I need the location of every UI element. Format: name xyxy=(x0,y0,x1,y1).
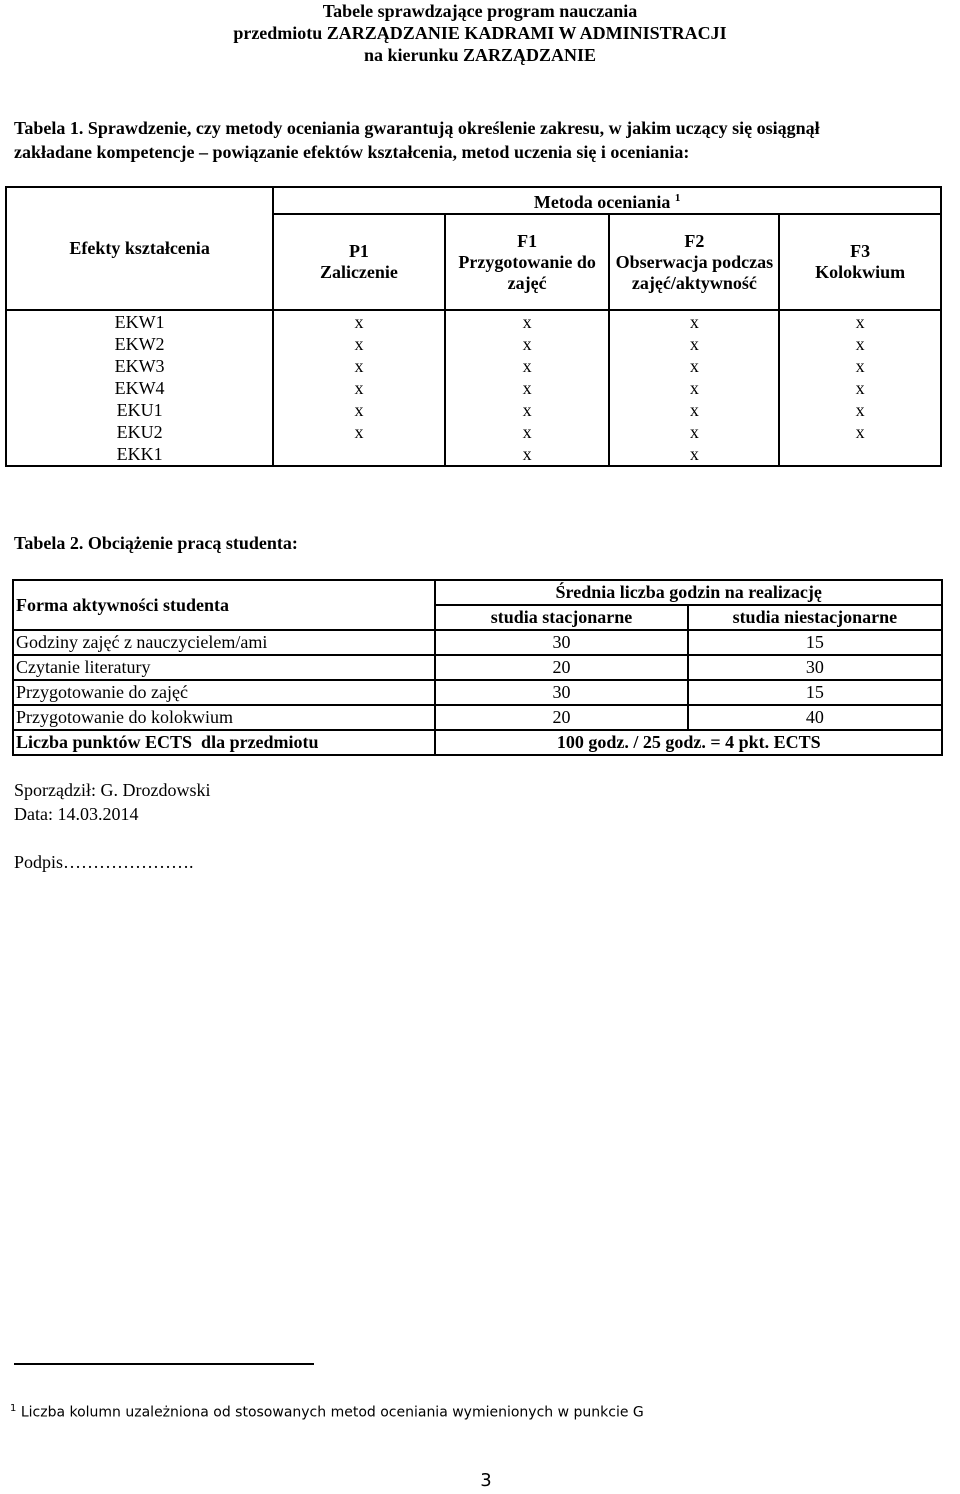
ects-total-label: Liczba punktów ECTS dla przedmiotu xyxy=(13,730,435,755)
full-time-hours: 30 xyxy=(435,680,687,705)
effect-code: EKW2 xyxy=(6,333,273,355)
page-number: 3 xyxy=(480,1470,492,1491)
footnote-mark: 1 xyxy=(674,192,681,204)
part-time-hours: 15 xyxy=(688,630,942,655)
method-group-label: Metoda oceniania xyxy=(533,192,671,212)
col-header-effects: Efekty kształcenia xyxy=(6,187,273,310)
method-mark: x xyxy=(445,333,610,355)
part-time-hours: 15 xyxy=(688,680,942,705)
method-mark: x xyxy=(273,421,445,443)
method-mark: x xyxy=(779,355,941,377)
method-mark: x xyxy=(609,333,779,355)
footnote-text: Liczba kolumn uzależniona od stosowanych metod oceniania wymienionych w punkcie G xyxy=(20,1404,644,1421)
assessment-methods-table xyxy=(5,186,942,467)
method-mark xyxy=(779,443,941,466)
method-mark: x xyxy=(609,355,779,377)
table2-caption: Tabela 2. Obciążenie pracą studenta: xyxy=(14,533,298,553)
method-mark: x xyxy=(609,310,779,333)
effect-code: EKW4 xyxy=(6,377,273,399)
activity-name: Przygotowanie do kolokwium xyxy=(13,705,435,730)
activity-name: Czytanie literatury xyxy=(13,655,435,680)
method-mark: x xyxy=(273,310,445,333)
method-mark: x xyxy=(273,333,445,355)
method-mark: x xyxy=(609,421,779,443)
table-row xyxy=(6,399,941,421)
workload-table xyxy=(12,579,943,756)
method-mark: x xyxy=(445,443,610,466)
full-time-hours: 30 xyxy=(435,630,687,655)
col-header-activity: Forma aktywności studenta xyxy=(13,580,435,630)
doc-title-line2: przedmiotu ZARZĄDZANIE KADRAMI W ADMINISTRACJI xyxy=(233,23,727,43)
method-mark xyxy=(273,443,445,466)
col-header-full-time: studia stacjonarne xyxy=(435,605,687,630)
effect-code: EKW3 xyxy=(6,355,273,377)
table1-caption-line1: Tabela 1. Sprawdzenie, czy metody oceniania gwarantują określenie zakresu, w jakim uczący się osiągnął xyxy=(14,118,820,138)
assessment-rows xyxy=(6,310,941,466)
method-mark: x xyxy=(609,377,779,399)
method-mark: x xyxy=(273,355,445,377)
full-time-hours: 20 xyxy=(435,655,687,680)
effect-code: EKU2 xyxy=(6,421,273,443)
method-mark: x xyxy=(779,421,941,443)
workload-rows xyxy=(13,630,942,730)
signature-line: Podpis…………………. xyxy=(14,852,194,872)
table-row xyxy=(13,655,942,680)
method-mark: x xyxy=(445,310,610,333)
table-row xyxy=(6,421,941,443)
author-line: Sporządził: G. Drozdowski xyxy=(14,780,211,800)
method-mark: x xyxy=(779,377,941,399)
method-mark: x xyxy=(779,333,941,355)
method-mark: x xyxy=(779,399,941,421)
footnote xyxy=(10,1400,644,1422)
col-header-f3: F3 Kolokwium xyxy=(779,214,941,310)
part-time-hours: 30 xyxy=(688,655,942,680)
doc-title-line1: Tabele sprawdzające program nauczania xyxy=(322,1,638,21)
date-line: Data: 14.03.2014 xyxy=(14,804,139,824)
table-row xyxy=(6,377,941,399)
method-mark: x xyxy=(273,377,445,399)
col-header-method-group xyxy=(273,187,941,214)
table-row xyxy=(6,333,941,355)
table-row xyxy=(13,680,942,705)
ects-total-row xyxy=(13,730,942,755)
activity-name: Przygotowanie do zajęć xyxy=(13,680,435,705)
doc-title-line3: na kierunku ZARZĄDZANIE xyxy=(363,45,597,65)
col-header-part-time: studia niestacjonarne xyxy=(688,605,942,630)
method-mark: x xyxy=(445,377,610,399)
footnote-separator xyxy=(14,1363,314,1365)
method-mark: x xyxy=(609,443,779,466)
footnote-number: 1 xyxy=(10,1403,17,1414)
col-header-hours-group: Średnia liczba godzin na realizację xyxy=(435,580,942,605)
ects-total-value: 100 godz. / 25 godz. = 4 pkt. ECTS xyxy=(435,730,942,755)
table-row xyxy=(13,630,942,655)
part-time-hours: 40 xyxy=(688,705,942,730)
method-mark: x xyxy=(445,399,610,421)
method-mark: x xyxy=(779,310,941,333)
activity-name: Godziny zajęć z nauczycielem/ami xyxy=(13,630,435,655)
method-mark: x xyxy=(609,399,779,421)
full-time-hours: 20 xyxy=(435,705,687,730)
method-mark: x xyxy=(445,421,610,443)
table-row xyxy=(13,705,942,730)
table-row xyxy=(6,355,941,377)
method-mark: x xyxy=(273,399,445,421)
table-row xyxy=(6,310,941,333)
col-header-p1: P1 Zaliczenie xyxy=(273,214,445,310)
effect-code: EKK1 xyxy=(6,443,273,466)
col-header-f2: F2 Obserwacja podczas zajęć/aktywność xyxy=(609,214,779,310)
effect-code: EKW1 xyxy=(6,310,273,333)
method-mark: x xyxy=(445,355,610,377)
table-row xyxy=(6,443,941,466)
table1-caption-line2: zakładane kompetencje – powiązanie efektów kształcenia, metod uczenia się i oceniania: xyxy=(14,142,690,162)
col-header-f1: F1 Przygotowanie do zajęć xyxy=(445,214,610,310)
effect-code: EKU1 xyxy=(6,399,273,421)
